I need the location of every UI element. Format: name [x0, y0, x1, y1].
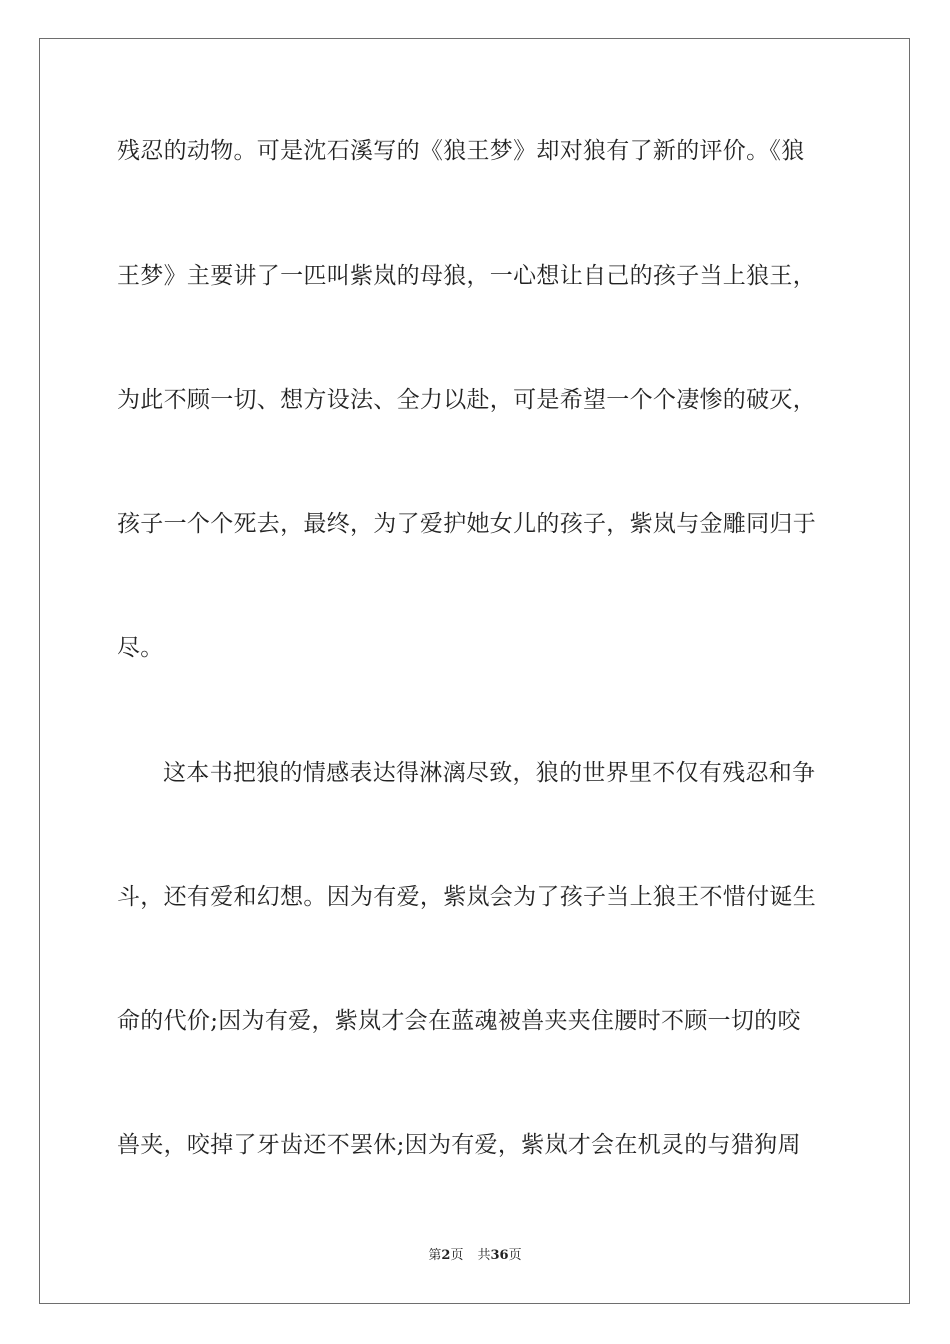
- body-text-line: 为此不顾一切、想方设法、全力以赴，可是希望一个个凄惨的破灭，: [117, 387, 816, 413]
- page-suffix: 页: [450, 1248, 464, 1263]
- total-pages: 36: [490, 1248, 509, 1263]
- body-text-line: 王梦》主要讲了一匹叫紫岚的母狼，一心想让自己的孩子当上狼王，: [117, 263, 816, 289]
- page-number: 2: [441, 1248, 451, 1263]
- page-border: [39, 38, 910, 1304]
- page-prefix: 第: [428, 1248, 442, 1263]
- body-text-line: 孩子一个个死去，最终，为了爱护她女儿的孩子，紫岚与金雕同归于: [117, 511, 816, 537]
- total-suffix: 页: [508, 1248, 522, 1263]
- paragraph-first-line: 这本书把狼的情感表达得淋漓尽致，狼的世界里不仅有残忍和争: [163, 760, 816, 786]
- body-text-line: 命的代价;因为有爱，紫岚才会在蓝魂被兽夹夹住腰时不顾一切的咬: [117, 1008, 801, 1034]
- total-prefix: 共: [477, 1248, 491, 1263]
- body-text-line: 尽。: [117, 635, 164, 661]
- page-footer: [0, 1246, 950, 1266]
- body-text-line: 斗，还有爱和幻想。因为有爱，紫岚会为了孩子当上狼王不惜付诞生: [117, 884, 816, 910]
- body-text-line: 兽夹，咬掉了牙齿还不罢休;因为有爱，紫岚才会在机灵的与猎狗周: [117, 1132, 801, 1158]
- body-text-line: 残忍的动物。可是沈石溪写的《狼王梦》却对狼有了新的评价。《狼: [117, 138, 805, 164]
